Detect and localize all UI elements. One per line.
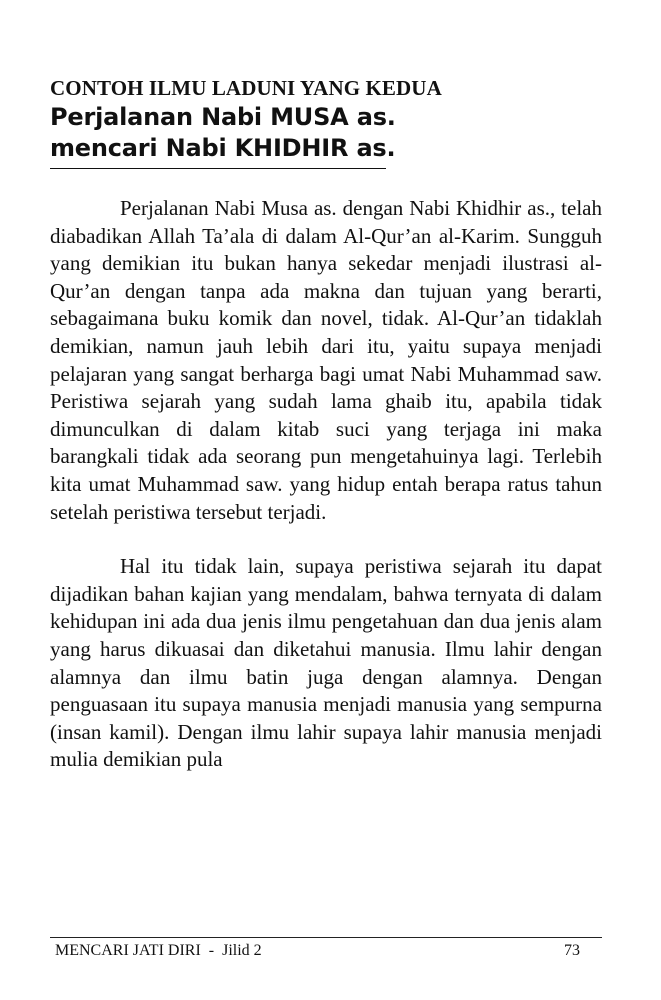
page-number: 73 xyxy=(564,942,580,959)
heading-title-line-1: Perjalanan Nabi MUSA as. xyxy=(50,103,396,131)
heading-underline xyxy=(50,168,386,169)
heading-subtitle: CONTOH ILMU LADUNI YANG KEDUA xyxy=(50,76,442,100)
body-text xyxy=(50,195,602,774)
footer-divider xyxy=(50,937,602,938)
chapter-heading xyxy=(50,74,610,164)
footer-book-title: MENCARI JATI DIRI - Jilid 2 xyxy=(55,942,262,959)
paragraph-2: Hal itu tidak lain, supaya peristiwa sejarah itu dapat dijadikan bahan kajian yang mendalam, bahwa ternyata di dalam kehidupan ini ada dua jenis ilmu pengetahuan dan dua jenis alam yang harus dikuasai dan diketahui manusia. Ilmu lahir dengan alamnya dan ilmu batin juga dengan alamnya. Dengan penguasaan itu supaya manusia menjadi manusia yang sempurna (insan kamil). Dengan ilmu lahir supaya lahir manusia menjadi mulia demikian pula xyxy=(50,554,602,772)
page-footer xyxy=(50,941,602,961)
paragraph-1: Perjalanan Nabi Musa as. dengan Nabi Khidhir as., telah diabadikan Allah Ta’ala di dalam Al-Qur’an al-Karim. Sungguh yang demikian itu bukan hanya sekedar menjadi ilustrasi al-Qur’an dengan tanpa ada makna dan tujuan yang berarti, sebagaimana buku komik dan novel, tidak. Al-Qur’an tidaklah demikian, namun jauh lebih dari itu, yaitu supaya menjadi pelajaran yang sangat berharga bagi umat Nabi Muhammad saw. Peristiwa sejarah yang sudah lama ghaib itu, apabila tidak dimunculkan di dalam kitab suci yang terjaga ini maka barangkali tidak ada seorang pun mengetahuinya lagi. Terlebih kita umat Muhammad saw. yang hidup entah berapa ratus tahun setelah peristiwa tersebut terjadi. xyxy=(50,196,602,524)
heading-title-line-2: mencari Nabi KHIDHIR as. xyxy=(50,134,396,162)
